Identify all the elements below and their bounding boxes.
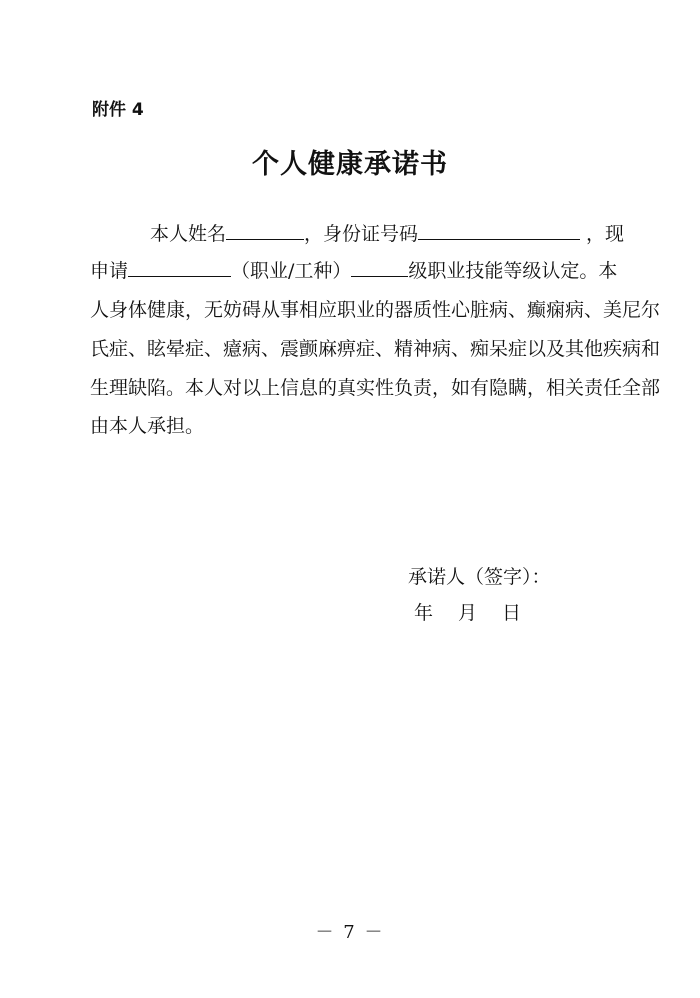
paragraph-line-2	[90, 259, 617, 283]
date-month: 月	[458, 602, 478, 624]
level-blank	[351, 259, 408, 277]
name-label: 本人姓名	[150, 223, 227, 245]
paragraph-line-4: 氏症、眩晕症、癔病、震颤麻痹症、精神病、痴呆症以及其他疾病和	[90, 338, 661, 360]
occupation-blank	[128, 259, 231, 277]
document-title: 个人健康承诺书	[252, 149, 448, 180]
level-label: 级职业技能等级认定。本	[408, 260, 618, 282]
paragraph-line-1	[150, 222, 624, 246]
id-number-blank	[418, 222, 580, 240]
paragraph-line-6: 由本人承担。	[90, 415, 205, 437]
occupation-label: （职业/工种）	[231, 260, 352, 282]
apply-label: 申请	[90, 260, 129, 282]
paragraph-line-3: 人身体健康，无妨碍从事相应职业的器质性心脏病、癫痫病、美尼尔	[90, 299, 661, 321]
attachment-label: 附件 4	[92, 100, 144, 120]
date-day: 日	[502, 602, 522, 624]
date-year: 年	[414, 602, 434, 624]
name-blank	[226, 222, 304, 240]
page-number: － 7 －	[315, 922, 385, 943]
current-label: ，现	[586, 223, 625, 245]
paragraph-line-5: 生理缺陷。本人对以上信息的真实性负责，如有隐瞒，相关责任全部	[90, 377, 661, 399]
signature-label: 承诺人（签字）：	[408, 566, 551, 588]
id-number-label: ，身份证号码	[304, 223, 419, 245]
